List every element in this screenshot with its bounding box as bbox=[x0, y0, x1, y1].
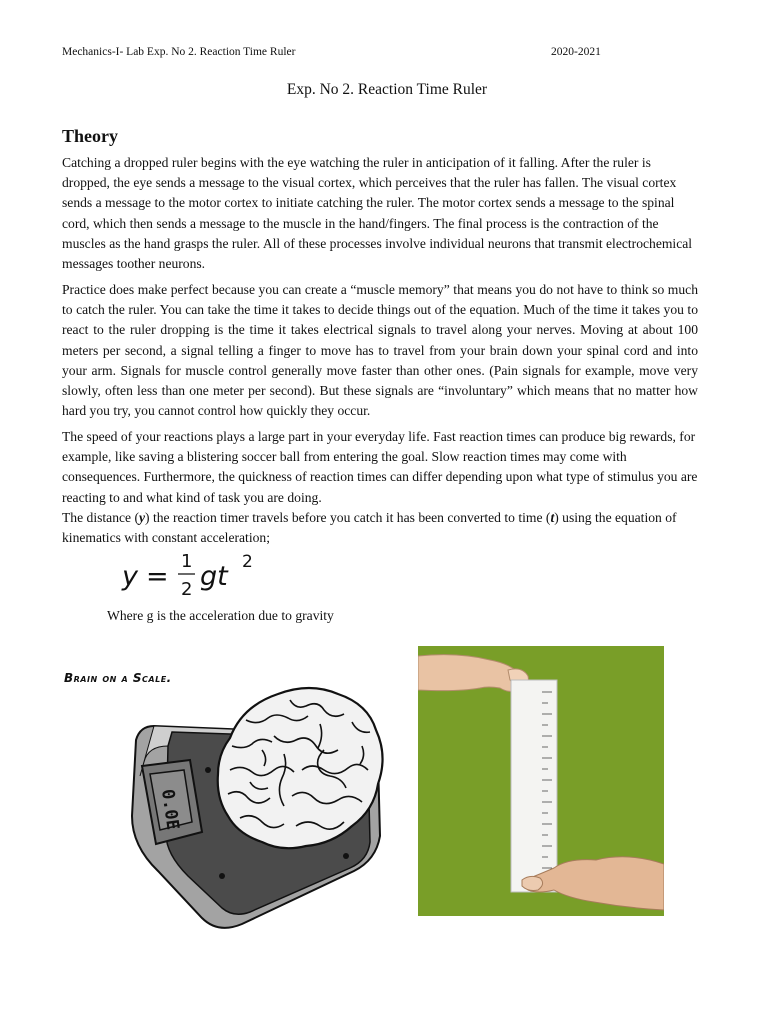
formula-lhs: y bbox=[122, 561, 138, 592]
section-heading-theory: Theory bbox=[62, 126, 118, 146]
paragraph-4 bbox=[62, 508, 698, 548]
running-header-title: Mechanics-I- Lab Exp. No 2. Reaction Time Ruler bbox=[62, 46, 296, 58]
brain-on-scale-illustration bbox=[62, 666, 402, 946]
formula-exponent: 2 bbox=[242, 552, 253, 572]
paragraph-4-text-b: ) the reaction timer travels before you catch it has been converted to time ( bbox=[145, 510, 551, 525]
paragraph-4-text-a: The distance ( bbox=[62, 510, 139, 525]
running-header-year: 2020-2021 bbox=[551, 46, 601, 58]
paragraph-2: Practice does make perfect because you can create a “muscle memory” that means you do not have to think so much to catch the ruler. You can take the time it takes to decide things out of the equation. Much of the time it takes you to react to the ruler dropping is the time it takes electrical signals to travel along your nerves. Moving at about 100 meters per second, a signal telling a finger to move has to travel from your brain down your spinal cord and into your arm. Signals for muscle control generally move faster than other ones. (Pain signals for example, move very slowly, often less than one meter per second). But these signals are “involuntary” which means that no matter how hard you try, you cannot control how quickly they occur. bbox=[62, 282, 698, 419]
formula-equals: = bbox=[146, 561, 169, 592]
formula-rhs: gt bbox=[200, 561, 228, 592]
where-note: Where g is the acceleration due to gravity bbox=[107, 608, 334, 623]
scale-display-reading: 0.0E bbox=[157, 787, 183, 832]
paragraph-1: Catching a dropped ruler begins with the eye watching the ruler in anticipation of it falling. After the ruler is dropped, the eye sends a message to the visual cortex, which perceives that the ruler has fallen. The visual cortex sends a message to the motor cortex to initiate catching the ruler. The motor cortex sends a message to the spinal cord, which then sends a message to the muscle in the hand/fingers. The final process is the contraction of the muscles as the hand grasps the ruler. All of these processes involve individual neurons that transmit electrochemical messages toother neurons. bbox=[62, 155, 693, 272]
ruler-icon bbox=[511, 680, 557, 892]
reaction-ruler-photo bbox=[418, 646, 664, 916]
paragraph-4-text-c: ) using the equation of kinematics with constant acceleration; bbox=[62, 510, 677, 546]
variable-t: t bbox=[550, 510, 555, 525]
figure-caption: Brain on a Scale. bbox=[64, 671, 172, 685]
page-title: Exp. No 2. Reaction Time Ruler bbox=[286, 81, 488, 98]
variable-y: y bbox=[139, 510, 146, 525]
formula-numerator: 1 bbox=[181, 551, 193, 572]
paragraph-3: The speed of your reactions plays a large part in your everyday life. Fast reaction times can produce big rewards, for example, like saving a blistering soccer ball from entering the goal. Slow reaction times may come with consequences. Furthermore, the quickness of reaction times can differ depending upon what type of stimulus you are reacting to and what kind of task you are doing. bbox=[62, 429, 698, 505]
kinematics-formula bbox=[120, 549, 290, 597]
formula-denominator: 2 bbox=[181, 579, 193, 597]
